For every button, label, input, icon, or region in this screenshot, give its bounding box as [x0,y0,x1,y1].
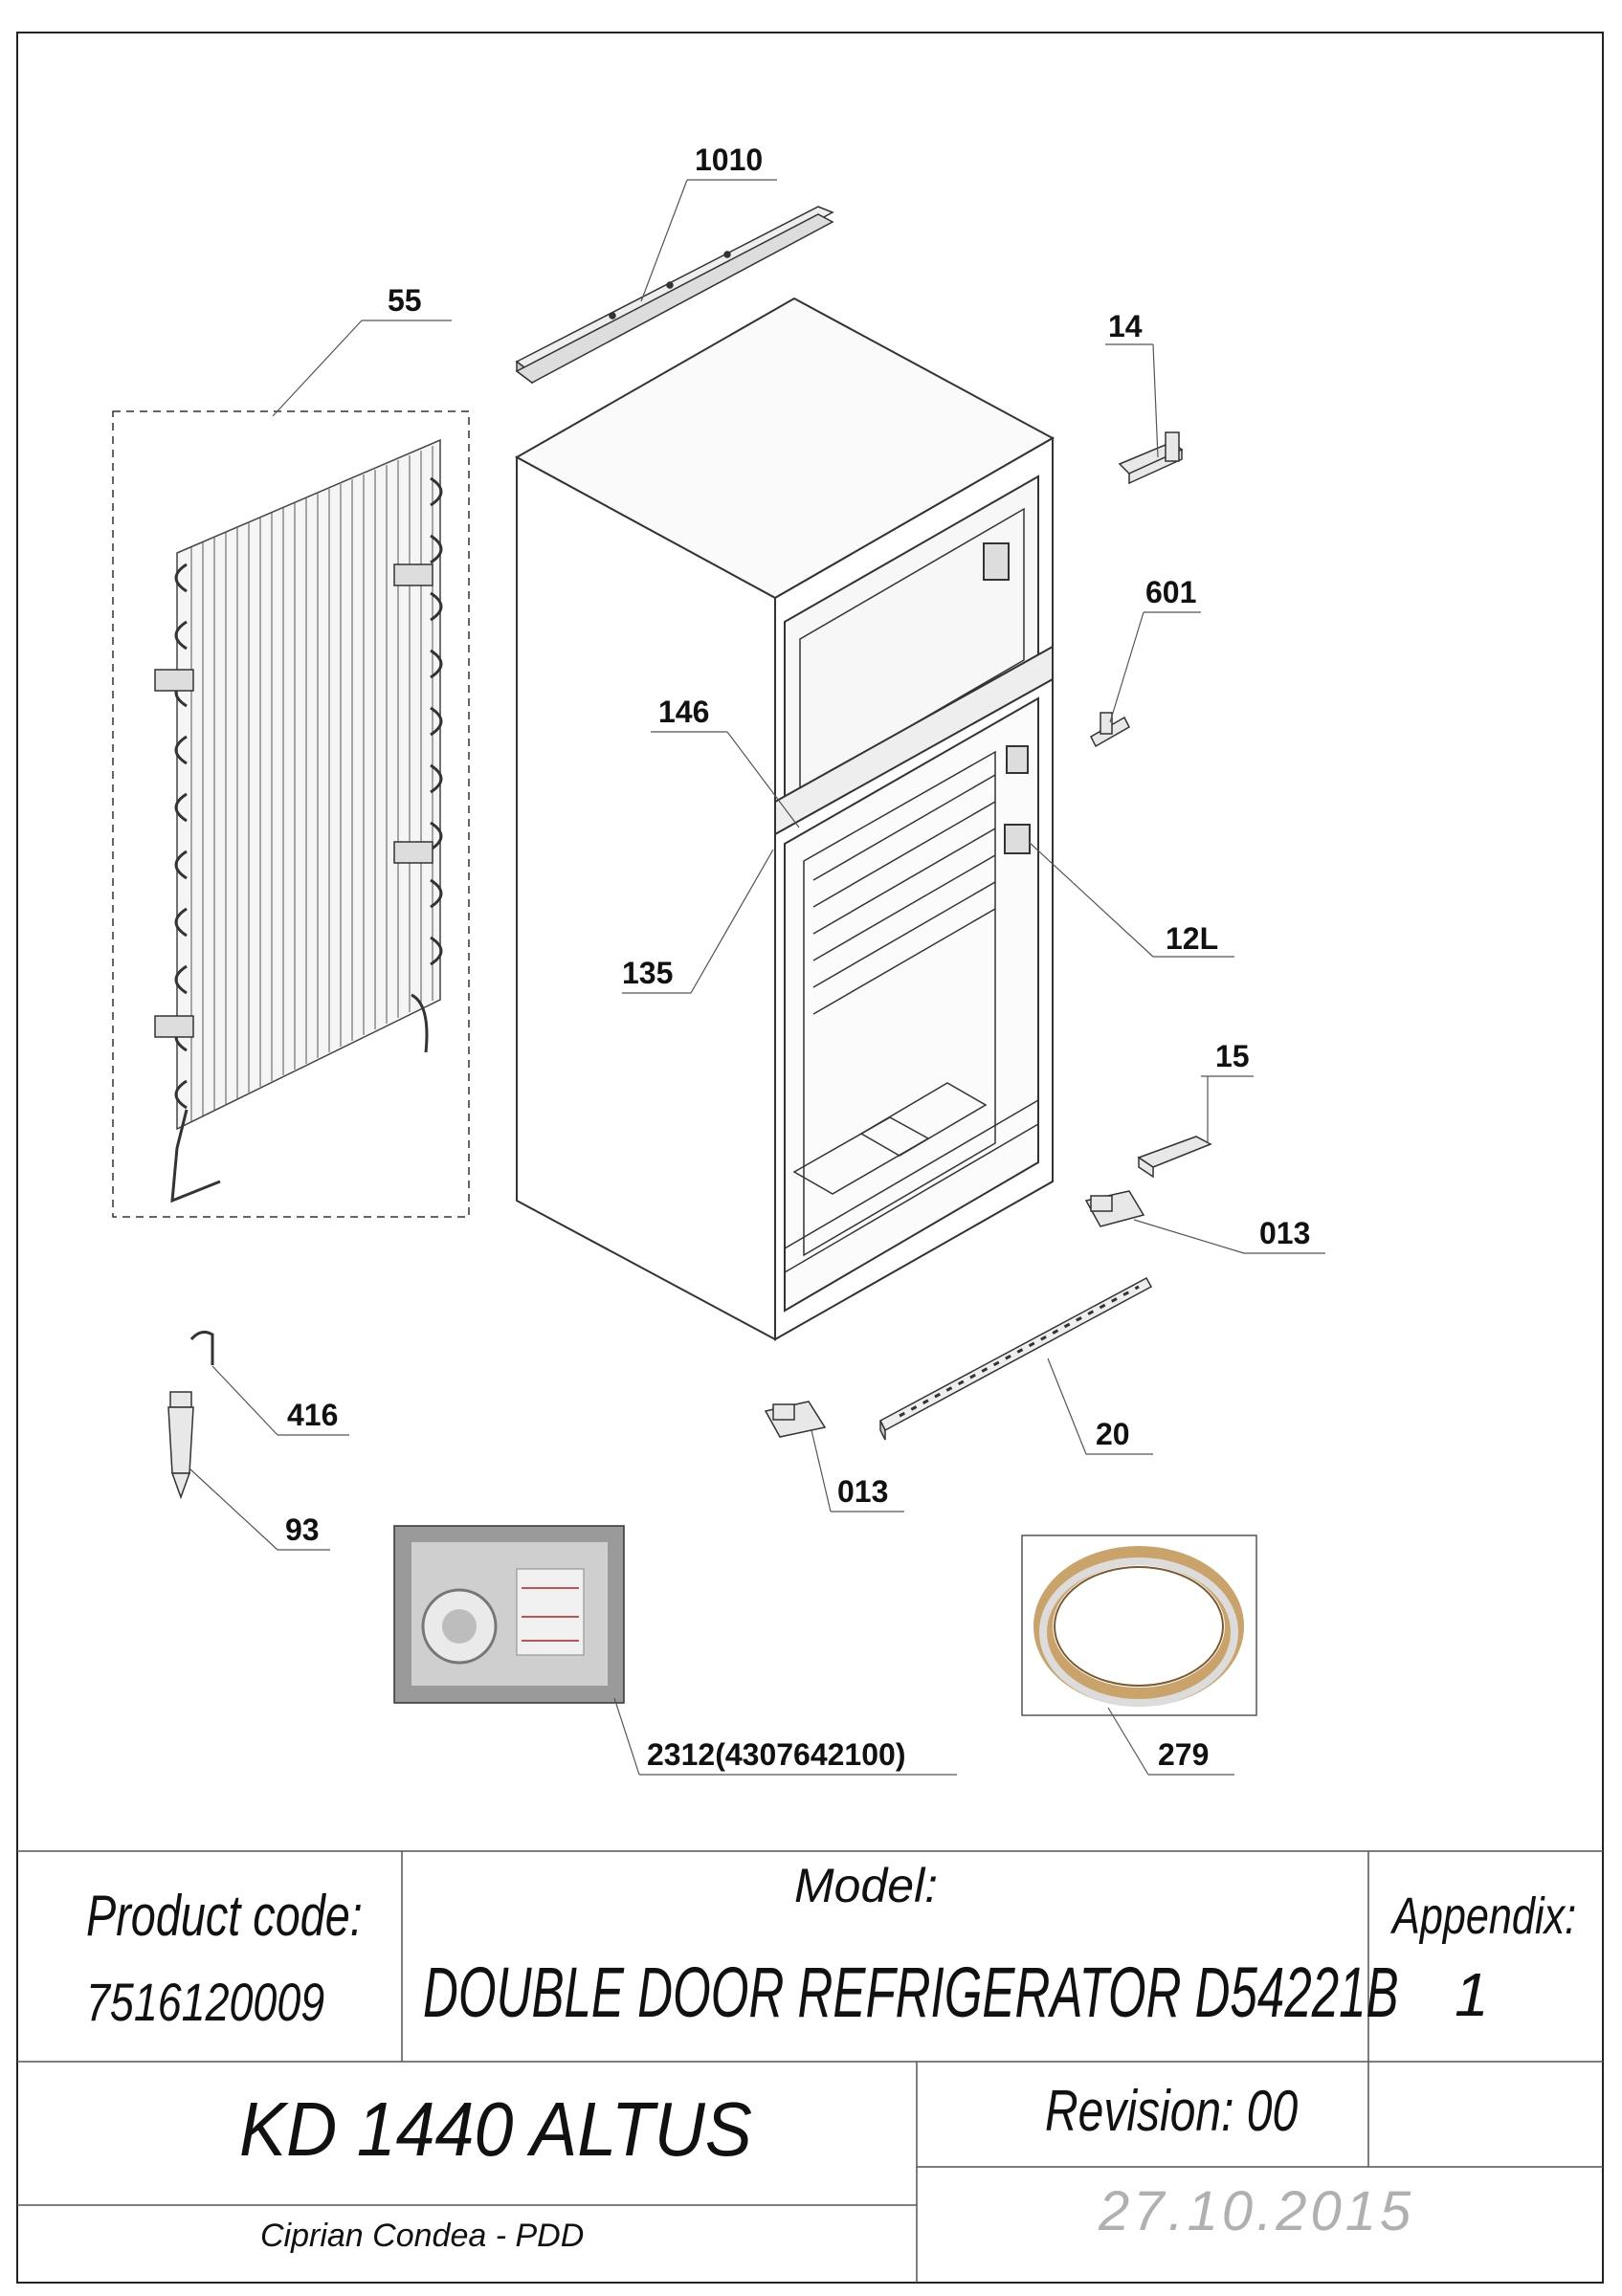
callout-15: 15 [1215,1039,1250,1073]
part-55-condenser [113,411,469,1217]
callout-14: 14 [1108,309,1143,343]
part-2312-accessory-bag [394,1526,624,1703]
model-name: DOUBLE DOOR REFRIGERATOR D54221B [423,1953,1399,2032]
callout-146: 146 [658,695,710,729]
appendix-label: Appendix: [1392,1888,1577,1945]
callout-013-right: 013 [1259,1216,1311,1250]
callout-601: 601 [1145,575,1197,609]
part-14-top-hinge [1120,432,1182,483]
model-label: Model: [794,1859,939,1912]
part-601-middle-hinge [1091,713,1129,746]
callout-12L: 12L [1166,921,1219,956]
revision: Revision: 00 [1045,2079,1299,2143]
part-15-bottom-hinge [1139,1137,1211,1177]
callout-2312: 2312(4307642100) [647,1737,906,1772]
drawing-date: 27.10.2015 [1099,2180,1415,2242]
callout-013-left: 013 [837,1474,889,1509]
callout-135: 135 [622,956,674,990]
callout-55: 55 [388,283,422,318]
product-code: 7516120009 [86,1972,325,2032]
callout-93: 93 [285,1512,320,1547]
refrigerator-cabinet [517,298,1053,1339]
product-code-label: Product code: [86,1884,363,1948]
callout-1010: 1010 [695,143,764,177]
callout-416: 416 [287,1398,339,1432]
part-013-foot-right [1086,1191,1144,1226]
callout-20: 20 [1096,1417,1130,1451]
callout-279: 279 [1158,1737,1210,1772]
part-279-gasket-ring [1022,1535,1256,1715]
appendix-number: 1 [1455,1960,1489,2029]
brand-model: KD 1440 ALTUS [239,2086,752,2172]
part-93-drier-filter [168,1392,193,1497]
part-416-tube [191,1332,212,1365]
author: Ciprian Condea - PDD [260,2218,585,2254]
part-20-bottom-rail [880,1278,1151,1440]
part-013-foot-left [766,1402,825,1437]
